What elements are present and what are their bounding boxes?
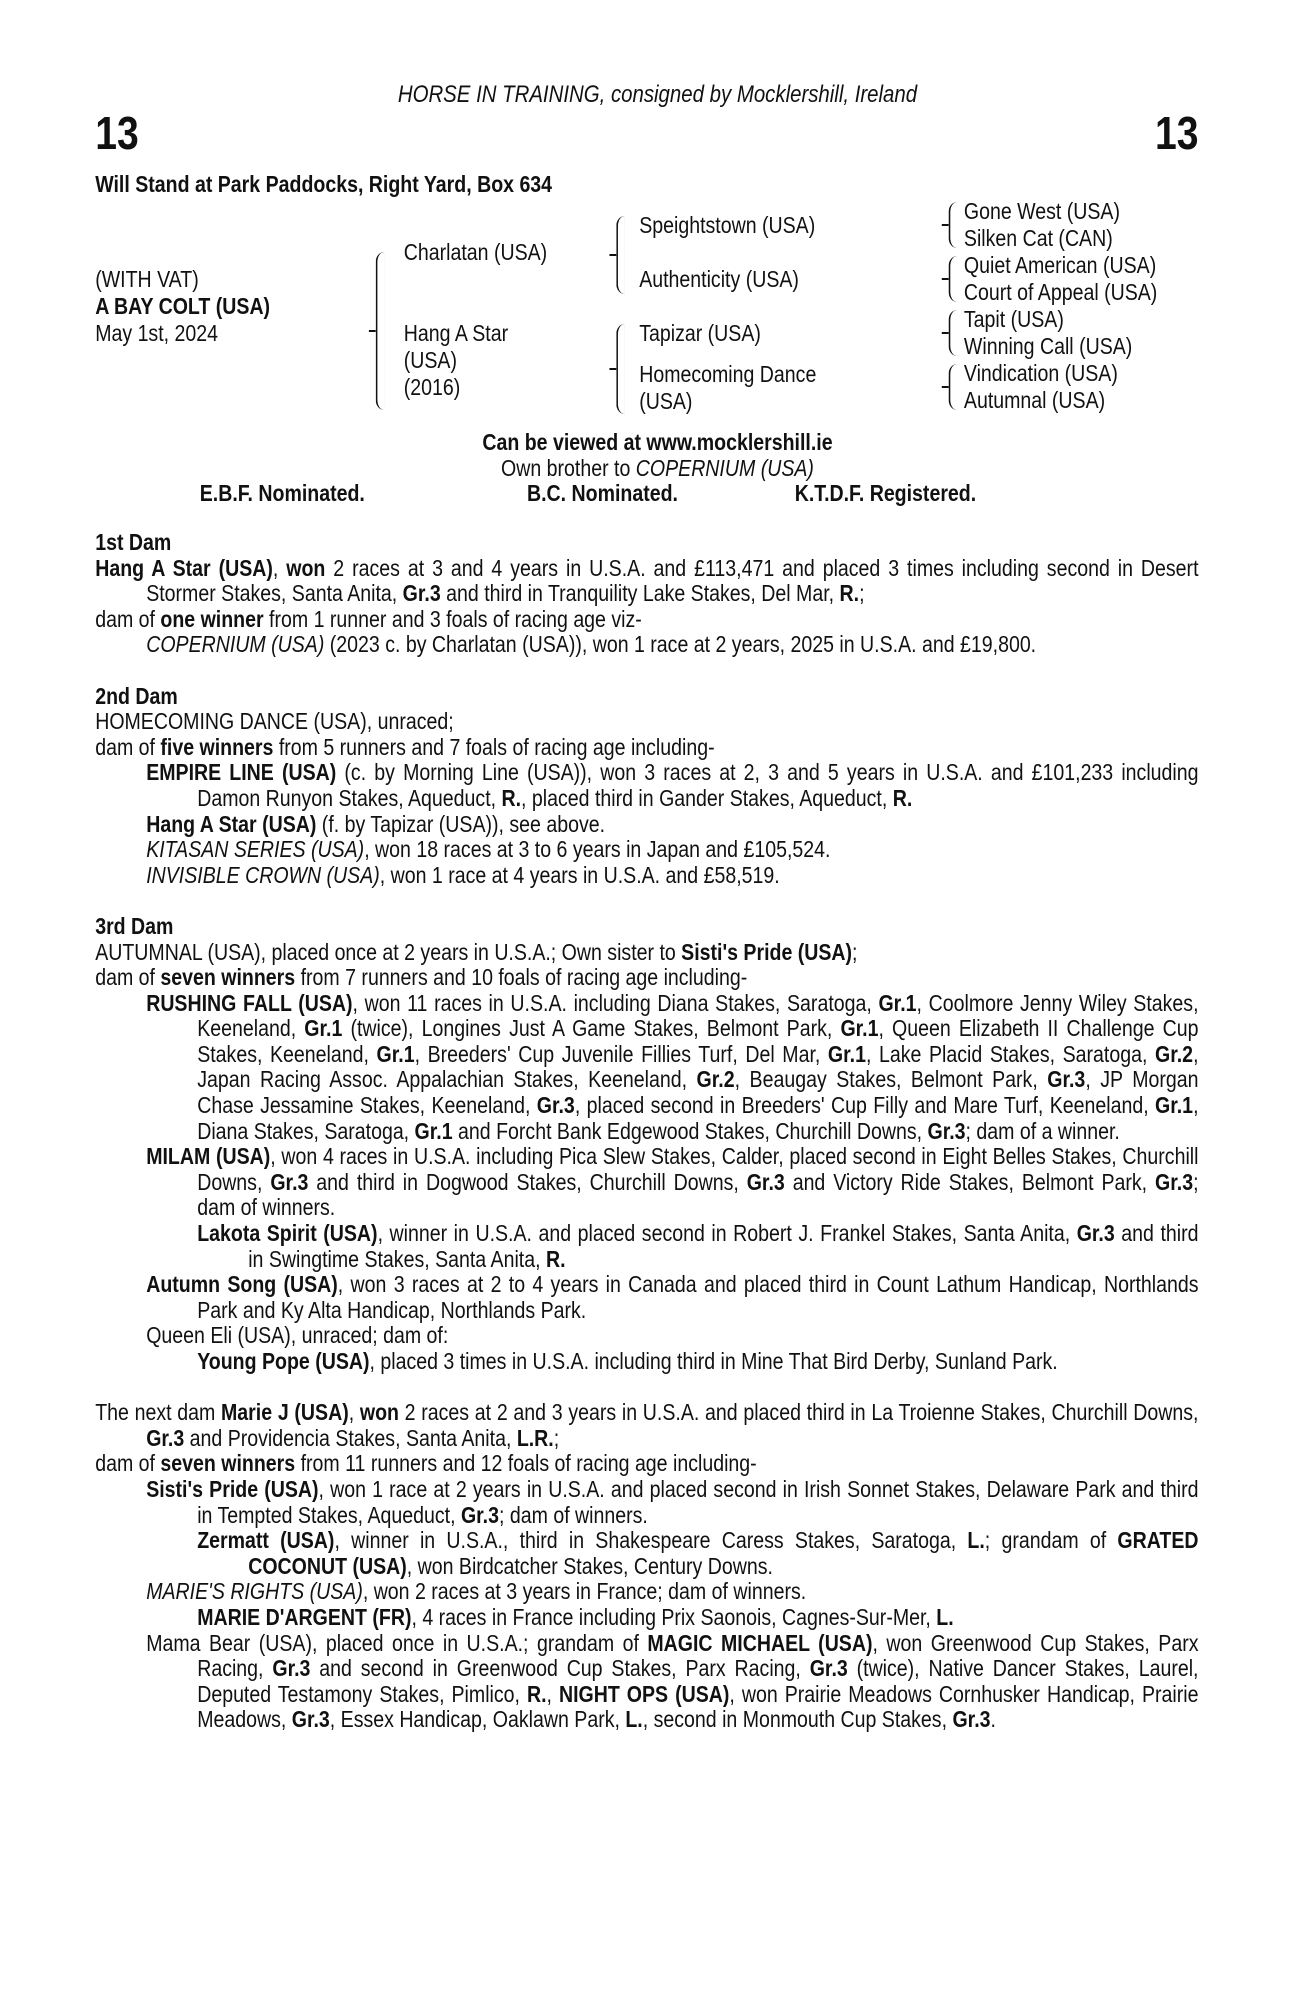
text: , second in Monmouth Cup Stakes,	[642, 1706, 953, 1733]
text: (twice), Native Dancer Stakes, Laurel, Deputed Testamony Stakes, Pimlico,	[197, 1655, 1199, 1707]
bold-text: seven winners	[160, 964, 296, 991]
text: , won 11 races in U.S.A. including Diana Stakes, Saratoga,	[352, 989, 879, 1016]
text: , won Greenwood Cup Stakes, Parx Racing,	[197, 1629, 1199, 1682]
text: (2023 c. by Charlatan (USA)), won 1 race at 2 years, 2025 in U.S.A. and £19,800.	[324, 631, 1037, 658]
text: , 4 races in France including Prix Saonois, Cagnes-Sur-Mer,	[411, 1603, 937, 1630]
text: ; dam of a winner.	[965, 1117, 1120, 1144]
ancestor: Quiet American (USA)	[963, 252, 1157, 278]
bold-text: Gr.3	[746, 1168, 785, 1195]
produce-record	[95, 530, 1198, 1733]
lot-number-left: 13	[95, 107, 139, 159]
text: , won 1 race at 2 years in U.S.A. and placed second in Irish Sonnet Stakes, Delaware Park and third in Tempted Stakes, Aqueduct,	[197, 1475, 1199, 1528]
bold-text: MARIE D'ARGENT (FR)	[197, 1603, 412, 1630]
text: , placed 3 times in U.S.A. including third in Mine That Bird Derby, Sunland Park.	[369, 1348, 1058, 1374]
ancestor: Winning Call (USA)	[963, 333, 1133, 359]
text: and Forcht Bank Edgewood Stakes, Churchill Downs,	[452, 1117, 928, 1144]
brother-prefix: Own brother to	[501, 455, 636, 481]
bold-text: L.R.	[516, 1424, 554, 1451]
stand-location: Will Stand at Park Paddocks, Right Yard, Box 634	[95, 171, 553, 197]
produce-entry	[95, 812, 1198, 838]
produce-entry	[95, 607, 1198, 633]
text: from 5 runners and 7 foals of racing age including-	[273, 733, 715, 760]
bold-text: Gr.1	[376, 1040, 415, 1067]
text: , Breeders' Cup Juvenile Fillies Turf, Del Mar,	[414, 1040, 828, 1067]
bold-text: won	[286, 554, 326, 581]
ebf-note: E.B.F. Nominated.	[199, 480, 365, 506]
bold-text: Gr.1	[827, 1040, 866, 1067]
produce-entry	[95, 1221, 1198, 1272]
section-heading: 1st Dam	[95, 529, 172, 555]
text: , Lake Placid Stakes, Saratoga,	[865, 1040, 1156, 1067]
text: dam of	[95, 964, 161, 991]
text: and third in Swingtime Stakes, Santa Anita,	[248, 1220, 1199, 1272]
text: ,	[348, 1399, 360, 1426]
ancestor: Court of Appeal (USA)	[963, 279, 1158, 305]
text: , JP Morgan Chase Jessamine Stakes, Keeneland,	[197, 1066, 1199, 1119]
text: ;	[852, 938, 858, 965]
text: , placed second in Breeders' Cup Filly and Mare Turf, Keeneland,	[574, 1092, 1156, 1119]
bold-text: Zermatt (USA)	[197, 1527, 335, 1554]
brace	[616, 216, 625, 294]
brother-name: COPERNIUM (USA)	[635, 455, 814, 481]
text: (twice), Longines Just A Game Stakes, Belmont Park,	[342, 1015, 841, 1042]
bold-text: Sisti's Pride (USA)	[146, 1475, 319, 1502]
bold-text: R.	[545, 1245, 566, 1272]
text: and third in Dogwood Stakes, Churchill Downs,	[308, 1168, 747, 1195]
bold-text: Sisti's Pride (USA)	[681, 938, 853, 965]
sire-sire: Speightstown (USA)	[639, 212, 816, 238]
produce-entry	[95, 709, 1198, 735]
produce-entry	[95, 760, 1198, 811]
text: , placed third in Gander Stakes, Aqueduct,	[521, 784, 893, 811]
text: , winner in U.S.A. and placed second in Robert J. Frankel Stakes, Santa Anita,	[377, 1220, 1077, 1247]
produce-entry	[95, 1631, 1198, 1733]
produce-entry	[95, 632, 1198, 658]
ancestor: Tapit (USA)	[963, 306, 1064, 332]
text: , Diana Stakes, Saratoga,	[197, 1092, 1199, 1144]
bold-text: R.	[526, 1680, 547, 1707]
section-heading: 3rd Dam	[95, 912, 174, 939]
brace	[949, 256, 958, 302]
sire: Charlatan (USA)	[403, 239, 548, 265]
italic-text: MARIE'S RIGHTS (USA)	[146, 1578, 363, 1605]
bold-text: Gr.3	[272, 1655, 311, 1682]
text: dam of	[95, 733, 161, 760]
text: ,	[272, 554, 287, 581]
ktdf-note: K.T.D.F. Registered.	[794, 480, 977, 506]
bold-text: won	[359, 1399, 399, 1426]
bold-text: Gr.3	[146, 1424, 185, 1451]
text: ; dam of winners.	[498, 1501, 648, 1528]
text: ;	[859, 580, 865, 607]
dam-line-1: Hang A Star	[403, 320, 509, 346]
text: , won 1 race at 4 years in U.S.A. and £58,519.	[379, 861, 780, 888]
produce-entry	[95, 556, 1198, 607]
bold-text: Gr.2	[696, 1066, 735, 1093]
bold-text: Gr.2	[1155, 1040, 1194, 1067]
bold-text: Gr.3	[291, 1706, 330, 1733]
text: ,	[546, 1680, 559, 1707]
dam-dam-line-2: (USA)	[639, 388, 693, 414]
text: from 1 runner and 3 foals of racing age viz-	[263, 605, 642, 632]
italic-text: INVISIBLE CROWN (USA)	[146, 861, 380, 888]
brace	[616, 324, 625, 414]
bold-text: RUSHING FALL (USA)	[146, 989, 353, 1016]
bold-text: Gr.3	[927, 1117, 966, 1144]
text: dam of	[95, 605, 161, 632]
brother-note	[0, 456, 1315, 482]
dam-section	[95, 530, 1198, 658]
bold-text: Gr.1	[414, 1117, 453, 1144]
text: , Essex Handicap, Oaklawn Park,	[329, 1706, 626, 1733]
text: and third in Tranquility Lake Stakes, Del Mar,	[440, 580, 840, 607]
text: The next dam	[95, 1399, 222, 1426]
text: Queen Eli (USA), unraced; dam of:	[146, 1322, 449, 1349]
bold-text: Gr.1	[1155, 1092, 1194, 1119]
text: from 7 runners and 10 foals of racing age including-	[295, 964, 748, 991]
produce-entry	[95, 1451, 1198, 1477]
ancestor: Autumnal (USA)	[963, 387, 1106, 413]
bold-text: Gr.1	[840, 1015, 879, 1042]
sire-dam: Authenticity (USA)	[639, 266, 799, 292]
text: , won Prairie Meadows Cornhusker Handicap, Prairie Meadows,	[197, 1680, 1199, 1733]
text: 2 races at 2 and 3 years in U.S.A. and placed third in La Troienne Stakes, Churchill Downs,	[398, 1399, 1199, 1426]
produce-entry	[95, 991, 1198, 1145]
produce-entry	[95, 1605, 1198, 1631]
bold-text: Gr.3	[460, 1501, 499, 1528]
dam-section	[95, 684, 1198, 889]
brace	[949, 364, 958, 410]
section-heading: 2nd Dam	[95, 682, 178, 709]
text: .	[990, 1706, 996, 1733]
produce-entry	[95, 940, 1198, 966]
bold-text: Gr.3	[1047, 1066, 1086, 1093]
vat-note: (WITH VAT)	[95, 266, 199, 292]
text: (f. by Tapizar (USA)), see above.	[316, 810, 606, 837]
bold-text: Hang A Star (USA)	[95, 554, 273, 581]
bold-text: L.	[936, 1603, 954, 1630]
produce-entry	[95, 735, 1198, 761]
bold-text: EMPIRE LINE (USA)	[146, 759, 337, 786]
text: , Coolmore Jenny Wiley Stakes, Keeneland,	[197, 989, 1199, 1042]
produce-entry	[95, 1579, 1198, 1605]
bold-text: R.	[839, 580, 860, 607]
text: , won Birdcatcher Stakes, Century Downs.	[406, 1552, 773, 1579]
text: 2 races at 3 and 4 years in U.S.A. and £113,471 and placed 3 times including second in Desert Stormer Stakes, Santa Anita,	[146, 554, 1199, 607]
brace	[949, 202, 958, 248]
bold-text: MILAM (USA)	[146, 1143, 271, 1170]
bold-text: L.	[625, 1706, 643, 1733]
text: Mama Bear (USA), placed once in U.S.A.; grandam of	[146, 1629, 648, 1656]
bc-note: B.C. Nominated.	[527, 480, 678, 506]
bold-text: seven winners	[160, 1450, 296, 1477]
text: ;	[553, 1424, 560, 1451]
produce-entry	[95, 1272, 1198, 1323]
brace	[949, 310, 958, 356]
produce-entry	[95, 1477, 1198, 1528]
bold-text: Gr.3	[809, 1655, 848, 1682]
text: from 11 runners and 12 foals of racing age including-	[295, 1450, 757, 1477]
bold-text: Gr.3	[270, 1168, 309, 1195]
italic-text: KITASAN SERIES (USA)	[146, 836, 365, 863]
bold-text: MAGIC MICHAEL (USA)	[647, 1629, 873, 1656]
bold-text: Gr.3	[1076, 1220, 1115, 1247]
dam-sire: Tapizar (USA)	[639, 320, 761, 346]
dam-section	[95, 1400, 1198, 1733]
dam-line-3: (2016)	[403, 374, 461, 400]
text: AUTUMNAL (USA), placed once at 2 years in U.S.A.; Own sister to	[95, 938, 682, 965]
brace	[376, 252, 385, 410]
text: and Providencia Stakes, Santa Anita,	[184, 1424, 517, 1451]
text: , won 3 races at 2 to 4 years in Canada and placed third in Count Lathum Handicap, Northlands Park and Ky Alta Handicap, Northlands Park.	[197, 1271, 1199, 1323]
text: HOMECOMING DANCE (USA), unraced;	[95, 708, 454, 735]
bold-text: Gr.1	[304, 1015, 343, 1042]
text: (c. by Morning Line (USA)), won 3 races at 2, 3 and 5 years in U.S.A. and £101,233 including Damon Runyon Stakes, Aqueduct,	[197, 759, 1199, 811]
produce-entry	[95, 863, 1198, 889]
ancestor: Gone West (USA)	[963, 198, 1120, 224]
text: dam of	[95, 1450, 161, 1477]
bold-text: GRATED COCONUT (USA)	[248, 1527, 1199, 1579]
produce-entry	[95, 1400, 1198, 1451]
dam-section	[95, 914, 1198, 1375]
text: , won 4 races in U.S.A. including Pica Slew Stakes, Calder, placed second in Eight Belles Stakes, Churchill Downs,	[197, 1143, 1199, 1195]
ancestor: Silken Cat (CAN)	[963, 225, 1113, 251]
text: , Queen Elizabeth II Challenge Cup Stakes, Keeneland,	[197, 1015, 1199, 1067]
bold-text: L.	[967, 1527, 985, 1554]
viewing-link[interactable]: Can be viewed at www.mocklershill.ie	[482, 429, 833, 455]
bold-text: NIGHT OPS (USA)	[558, 1680, 730, 1707]
text: and Victory Ride Stakes, Belmont Park,	[784, 1168, 1156, 1195]
bold-text: R.	[892, 784, 913, 811]
bold-text: Autumn Song (USA)	[146, 1271, 338, 1298]
ancestor: Vindication (USA)	[963, 360, 1118, 386]
bold-text: Hang A Star (USA)	[146, 810, 317, 837]
bold-text: Lakota Spirit (USA)	[197, 1220, 378, 1247]
produce-entry	[95, 965, 1198, 991]
bold-text: Gr.3	[952, 1706, 991, 1733]
produce-entry	[95, 1323, 1198, 1349]
text: , Beaugay Stakes, Belmont Park,	[734, 1066, 1048, 1093]
produce-entry	[95, 1528, 1198, 1579]
lot-name: A BAY COLT (USA)	[95, 293, 271, 319]
bold-text: Gr.3	[536, 1092, 575, 1119]
text: ; grandam of	[984, 1527, 1118, 1554]
page-header: HORSE IN TRAINING, consigned by Mocklershill, Ireland	[397, 81, 918, 108]
bold-text: R.	[501, 784, 522, 811]
bold-text: five winners	[160, 733, 274, 760]
produce-entry	[95, 1144, 1198, 1221]
bold-text: Gr.1	[878, 989, 917, 1016]
dam-line-2: (USA)	[403, 347, 457, 373]
bold-text: Young Pope (USA)	[197, 1348, 370, 1374]
text: , winner in U.S.A., third in Shakespeare Caress Stakes, Saratoga,	[334, 1527, 968, 1554]
text: and second in Greenwood Cup Stakes, Parx Racing,	[310, 1655, 810, 1682]
text: , Japan Racing Assoc. Appalachian Stakes, Keeneland,	[197, 1040, 1199, 1093]
bold-text: Gr.3	[402, 580, 441, 607]
lot-number-right: 13	[1155, 107, 1199, 159]
foaling-date: May 1st, 2024	[95, 320, 218, 346]
text: ; dam of winners.	[197, 1168, 1199, 1221]
text: , won 18 races at 3 to 6 years in Japan and £105,524.	[364, 836, 831, 863]
bold-text: one winner	[160, 605, 264, 632]
text: , won 2 races at 3 years in France; dam of winners.	[362, 1578, 807, 1605]
produce-entry	[95, 1349, 1198, 1375]
bold-text: Marie J (USA)	[221, 1399, 349, 1426]
produce-entry	[95, 837, 1198, 863]
dam-dam-line-1: Homecoming Dance	[639, 361, 817, 387]
bold-text: Gr.3	[1155, 1168, 1194, 1195]
italic-text: COPERNIUM (USA)	[146, 631, 325, 658]
